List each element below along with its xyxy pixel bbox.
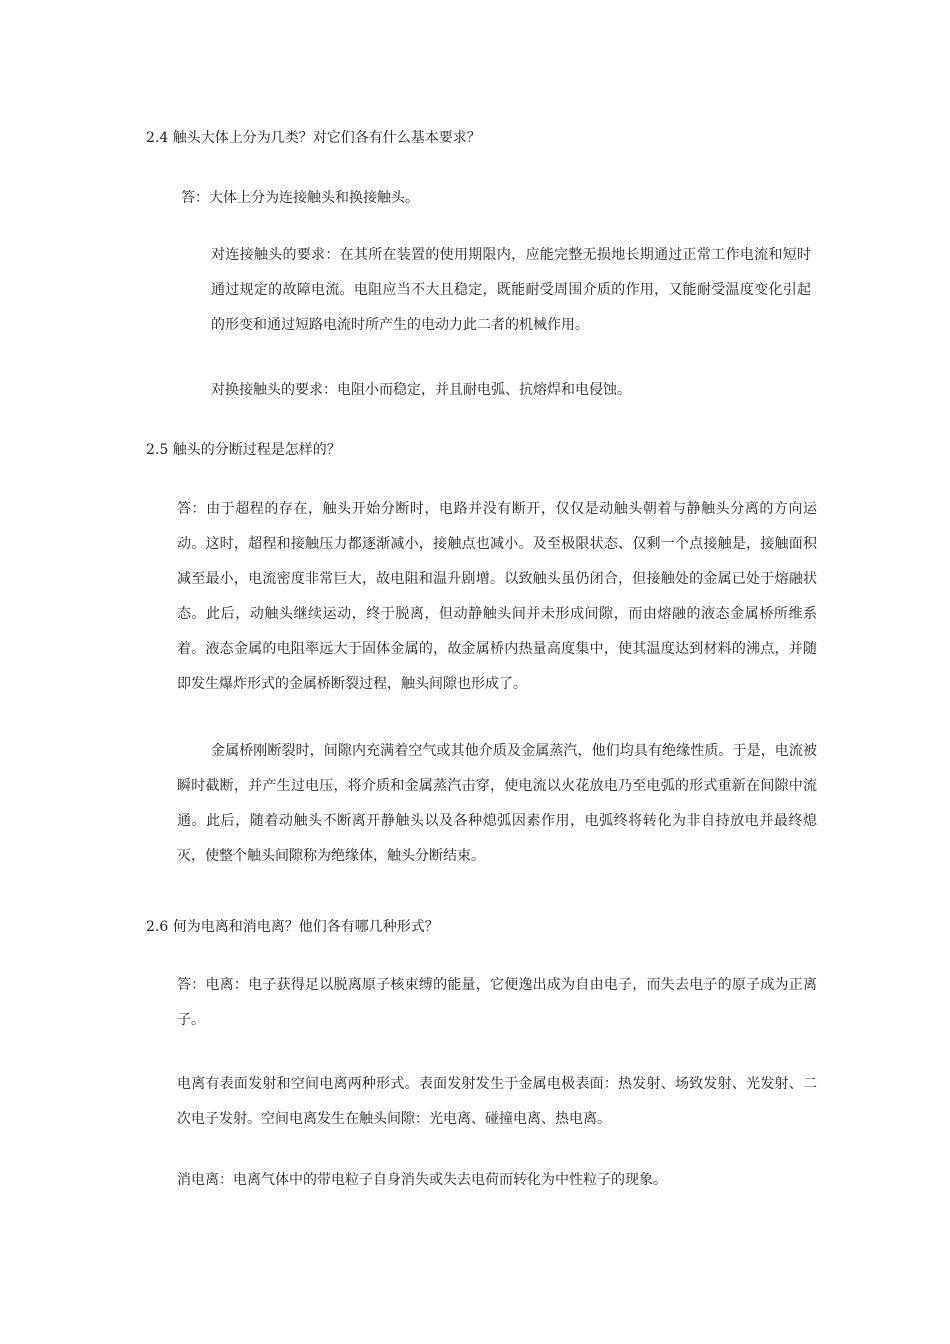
answer-2-4-switching-contacts: 对换接触头的要求：电阻小而稳定，并且耐电弧、抗熔焊和电侵蚀。 (211, 382, 631, 398)
answer-2-6-deionization: 消电离：电离气体中的带电粒子自身消失或失去电荷而转化为中性粒子的现象。 (177, 1172, 667, 1188)
question-2-6: 2.6 何为电离和消电离？他们各有哪几种形式？ (146, 919, 439, 935)
question-2-4: 2.4 触头大体上分为几类？对它们各有什么基本要求？ (146, 130, 481, 146)
answer-2-5-paragraph-1: 答：由于超程的存在，触头开始分断时，电路并没有断开，仅仅是动触头朝着与静触头分离的方向运动。这时，超程和接触压力都逐渐减小，接触点也减小。及至极限状态、仅剩一个点接触是，接触面积减至最小，电流密度非常巨大，故电阻和温升剧增。以致触头虽仍闭合，但接触处的金属已处于熔融状态。此后，动触头继续运动，终于脱离，但动静触头间并未形成间隙，而由熔融的液态金属桥所维系着。液态金属的电阻率远大于固体金属的，故金属桥内热量高度集中，使其温度达到材料的沸点，并随即发生爆炸形式的金属桥断裂过程，触头间隙也形成了。 (177, 501, 817, 692)
answer-2-5-paragraph-2: 金属桥刚断裂时，间隙内充满着空气或其他介质及金属蒸汽，他们均具有绝缘性质。于是，电流被瞬时截断，并产生过电压，将介质和金属蒸汽击穿，使电流以火花放电乃至电弧的形式重新在间隙中流通。此后，随着动触头不断离开静触头以及各种熄弧因素作用，电弧终将转化为非自持放电并最终熄灭，使整个触头间隙称为绝缘体，触头分断结束。 (177, 743, 817, 864)
answer-2-4-connecting-contacts: 对连接触头的要求：在其所在装置的使用期限内，应能完整无损地长期通过正常工作电流和短时通过规定的故障电流。电阻应当不大且稳定，既能耐受周围介质的作用，又能耐受温度变化引起的形变和通过短路电流时所产生的电动力此二者的机械作用。 (211, 247, 811, 333)
answer-2-4-intro: 答：大体上分为连接触头和换接触头。 (181, 190, 419, 206)
answer-2-6-ionization-forms: 电离有表面发射和空间电离两种形式。表面发射发生于金属电极表面：热发射、场致发射、光发射、二次电子发射。空间电离发生在触头间隙：光电离、碰撞电离、热电离。 (177, 1076, 817, 1127)
answer-2-6-ionization: 答：电离：电子获得足以脱离原子核束缚的能量，它便逸出成为自由电子，而失去电子的原子成为正离子。 (177, 977, 817, 1028)
question-2-5: 2.5 触头的分断过程是怎样的？ (146, 442, 341, 458)
